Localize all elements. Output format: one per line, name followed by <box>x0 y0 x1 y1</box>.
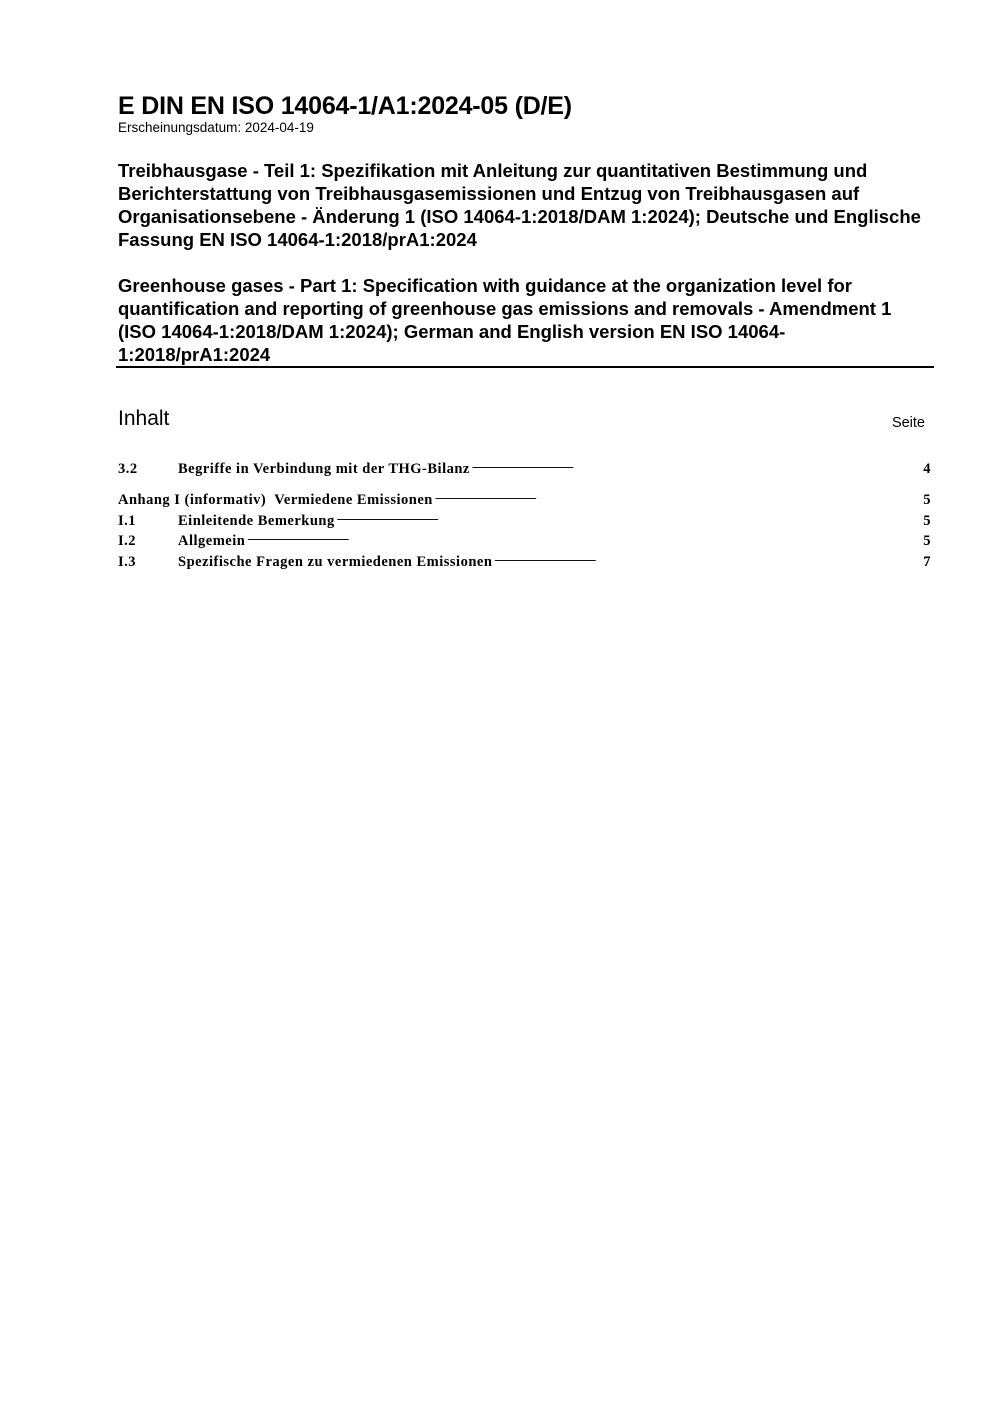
toc-entry-title: Spezifische Fragen zu vermiedenen Emissionen <box>178 554 493 570</box>
document-id: E DIN EN ISO 14064-1/A1:2024-05 (D/E) <box>118 92 572 120</box>
toc-entry[interactable] <box>118 505 931 529</box>
toc-dot-leader <box>494 546 920 566</box>
toc-entry-title: Einleitende Bemerkung <box>178 513 335 529</box>
toc-entry-number: 3.2 <box>118 461 138 477</box>
title-german: Treibhausgase - Teil 1: Spezifikation mit Anleitung zur quantitativen Bestimmung und Berichterstattung von Treibhausgasemissionen und Entzug von Treibhausgasen auf Organisationsebene - Änderung 1 (ISO 14064-1:2018/DAM 1:2024); Deutsche und Englische Fassung EN ISO 14064-1:2018/prA1:2024 <box>118 160 921 250</box>
toc-entry-number: I.2 <box>118 533 137 549</box>
document-header <box>118 92 934 136</box>
toc-page-label: Seite <box>891 415 925 431</box>
toc-entry-title: Allgemein <box>178 533 246 549</box>
toc-entry-number: I.3 <box>118 554 137 570</box>
toc-dot-leader <box>435 484 920 504</box>
toc-dot-leader <box>247 525 920 545</box>
toc-entry-page: 5 <box>923 513 931 529</box>
toc-entry[interactable] <box>118 484 931 508</box>
toc-entry-page: 5 <box>923 533 931 549</box>
header-divider <box>116 366 934 368</box>
toc-entry-number: I.1 <box>118 513 137 529</box>
toc-dot-leader <box>472 453 920 473</box>
publication-date: Erscheinungsdatum: 2024-04-19 <box>118 120 314 135</box>
toc-dot-leader <box>337 505 920 525</box>
toc-entry[interactable] <box>118 525 931 549</box>
toc-entry[interactable] <box>118 453 931 477</box>
toc-entry[interactable] <box>118 546 931 570</box>
toc-entry-title: Anhang I (informativ) Vermiedene Emissionen <box>118 492 433 508</box>
toc-heading: Inhalt <box>118 407 170 430</box>
toc-entry-page: 7 <box>923 554 931 570</box>
toc-entry-page: 4 <box>923 461 931 477</box>
title-english: Greenhouse gases - Part 1: Specification with guidance at the organization level for quantification and reporting of greenhouse gas emissions and removals - Amendment 1 (ISO 14064-1:2018/DAM 1:2024); German and English version EN ISO 14064-1:2018/prA1:2024 <box>118 275 892 365</box>
toc-entry-title: Begriffe in Verbindung mit der THG-Bilanz <box>178 461 470 477</box>
toc-entry-page: 5 <box>923 492 931 508</box>
